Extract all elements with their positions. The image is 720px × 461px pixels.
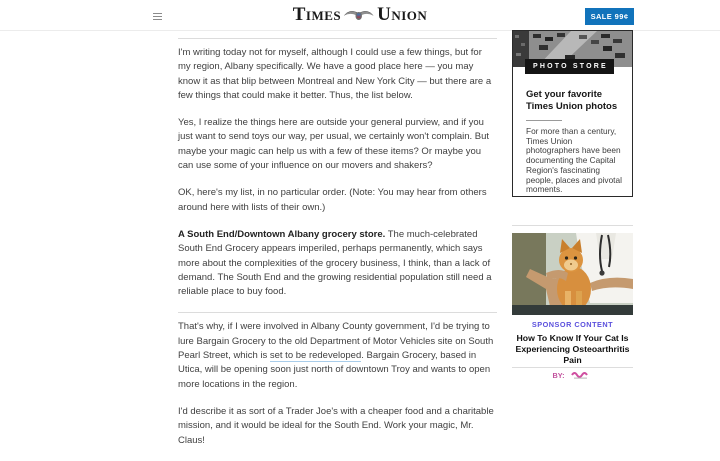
article-paragraph: OK, here's my list, in no particular order. (Note: You may hear from others around here with lists of their own.)	[178, 187, 487, 213]
photo-store-ad[interactable]	[512, 30, 633, 197]
sponsor-logo	[569, 370, 593, 380]
article-paragraph: I'd describe it as sort of a Trader Joe's with a cheaper food and a charitable mission, and it would be ideal for the South End. Work your magic, Mr. Claus!	[178, 405, 494, 446]
sponsor-byline	[512, 370, 633, 380]
sponsor-headline[interactable]: How To Know If Your Cat Is Experiencing Osteoarthritis Pain	[515, 333, 630, 365]
sponsor-content-label: SPONSOR CONTENT	[531, 320, 614, 329]
paragraph-text: . Bargain Grocery, based in Utica, will be opening soon just north of downtown Troy and wants to open more locations in the region.	[178, 350, 491, 390]
article-paragraph: Yes, I realize the things here are outside your general purview, and if you just want to send toys our way, per usual, we certainly won't complain. But maybe your magic can help us with a few of these items? Or maybe you can use some of your influence on our movers and shakers?	[178, 117, 490, 172]
article-paragraph	[178, 228, 497, 299]
sale-button[interactable]: SALE 99¢	[585, 8, 634, 25]
times-union-logo[interactable]	[293, 2, 428, 28]
paragraph-text: The much-celebrated South End Grocery appears imperiled, perhaps permanently, which says more about the complexities of the grocery business, I think, than a lack of demand. The South End and the growing residential population still need a reliable place to buy food.	[178, 228, 492, 298]
paragraph-text: That's why, if I were involved in Albany County government, I'd be trying to lure Bargain Grocery to the old Department of Motor Vehicles site on South Pearl Street, which is	[178, 321, 494, 362]
sponsor-content-module	[512, 233, 633, 380]
hamburger-menu-icon[interactable]	[152, 13, 163, 20]
ad-heading[interactable]: Get your favorite Times Union photos	[526, 89, 618, 112]
logo-text-union: Union	[377, 4, 428, 25]
eagle-icon	[344, 7, 374, 24]
byline-label: BY:	[552, 370, 565, 380]
article-section-divider	[178, 312, 497, 313]
sidebar-divider	[512, 225, 633, 226]
ad-body-text: For more than a century, Times Union photographers have been documenting the Capital Region's fascinating people, places and pivotal moments.	[526, 126, 622, 195]
logo-text-times: Times	[292, 4, 342, 25]
article-paragraph	[178, 320, 497, 391]
ad-divider	[526, 120, 562, 121]
article-top-divider	[178, 38, 497, 39]
article-paragraph: I'm writing today not for myself, although I could use a few things, but for my region, Albany specifically. We have a good place here — you may know it as that blip between Montreal and New York City — but there are a few things that could make it better. Thus, the list below.	[178, 47, 492, 101]
cat-vet-exam-photo[interactable]	[512, 233, 633, 315]
site-header	[0, 0, 720, 31]
list-item-lead-in: A South End/Downtown Albany grocery store.	[178, 228, 386, 240]
photo-store-tag: PHOTO STORE	[525, 59, 614, 74]
redeveloped-link[interactable]: set to be redeveloped	[269, 350, 362, 362]
sidebar-divider	[512, 367, 633, 368]
article-body	[178, 38, 497, 461]
